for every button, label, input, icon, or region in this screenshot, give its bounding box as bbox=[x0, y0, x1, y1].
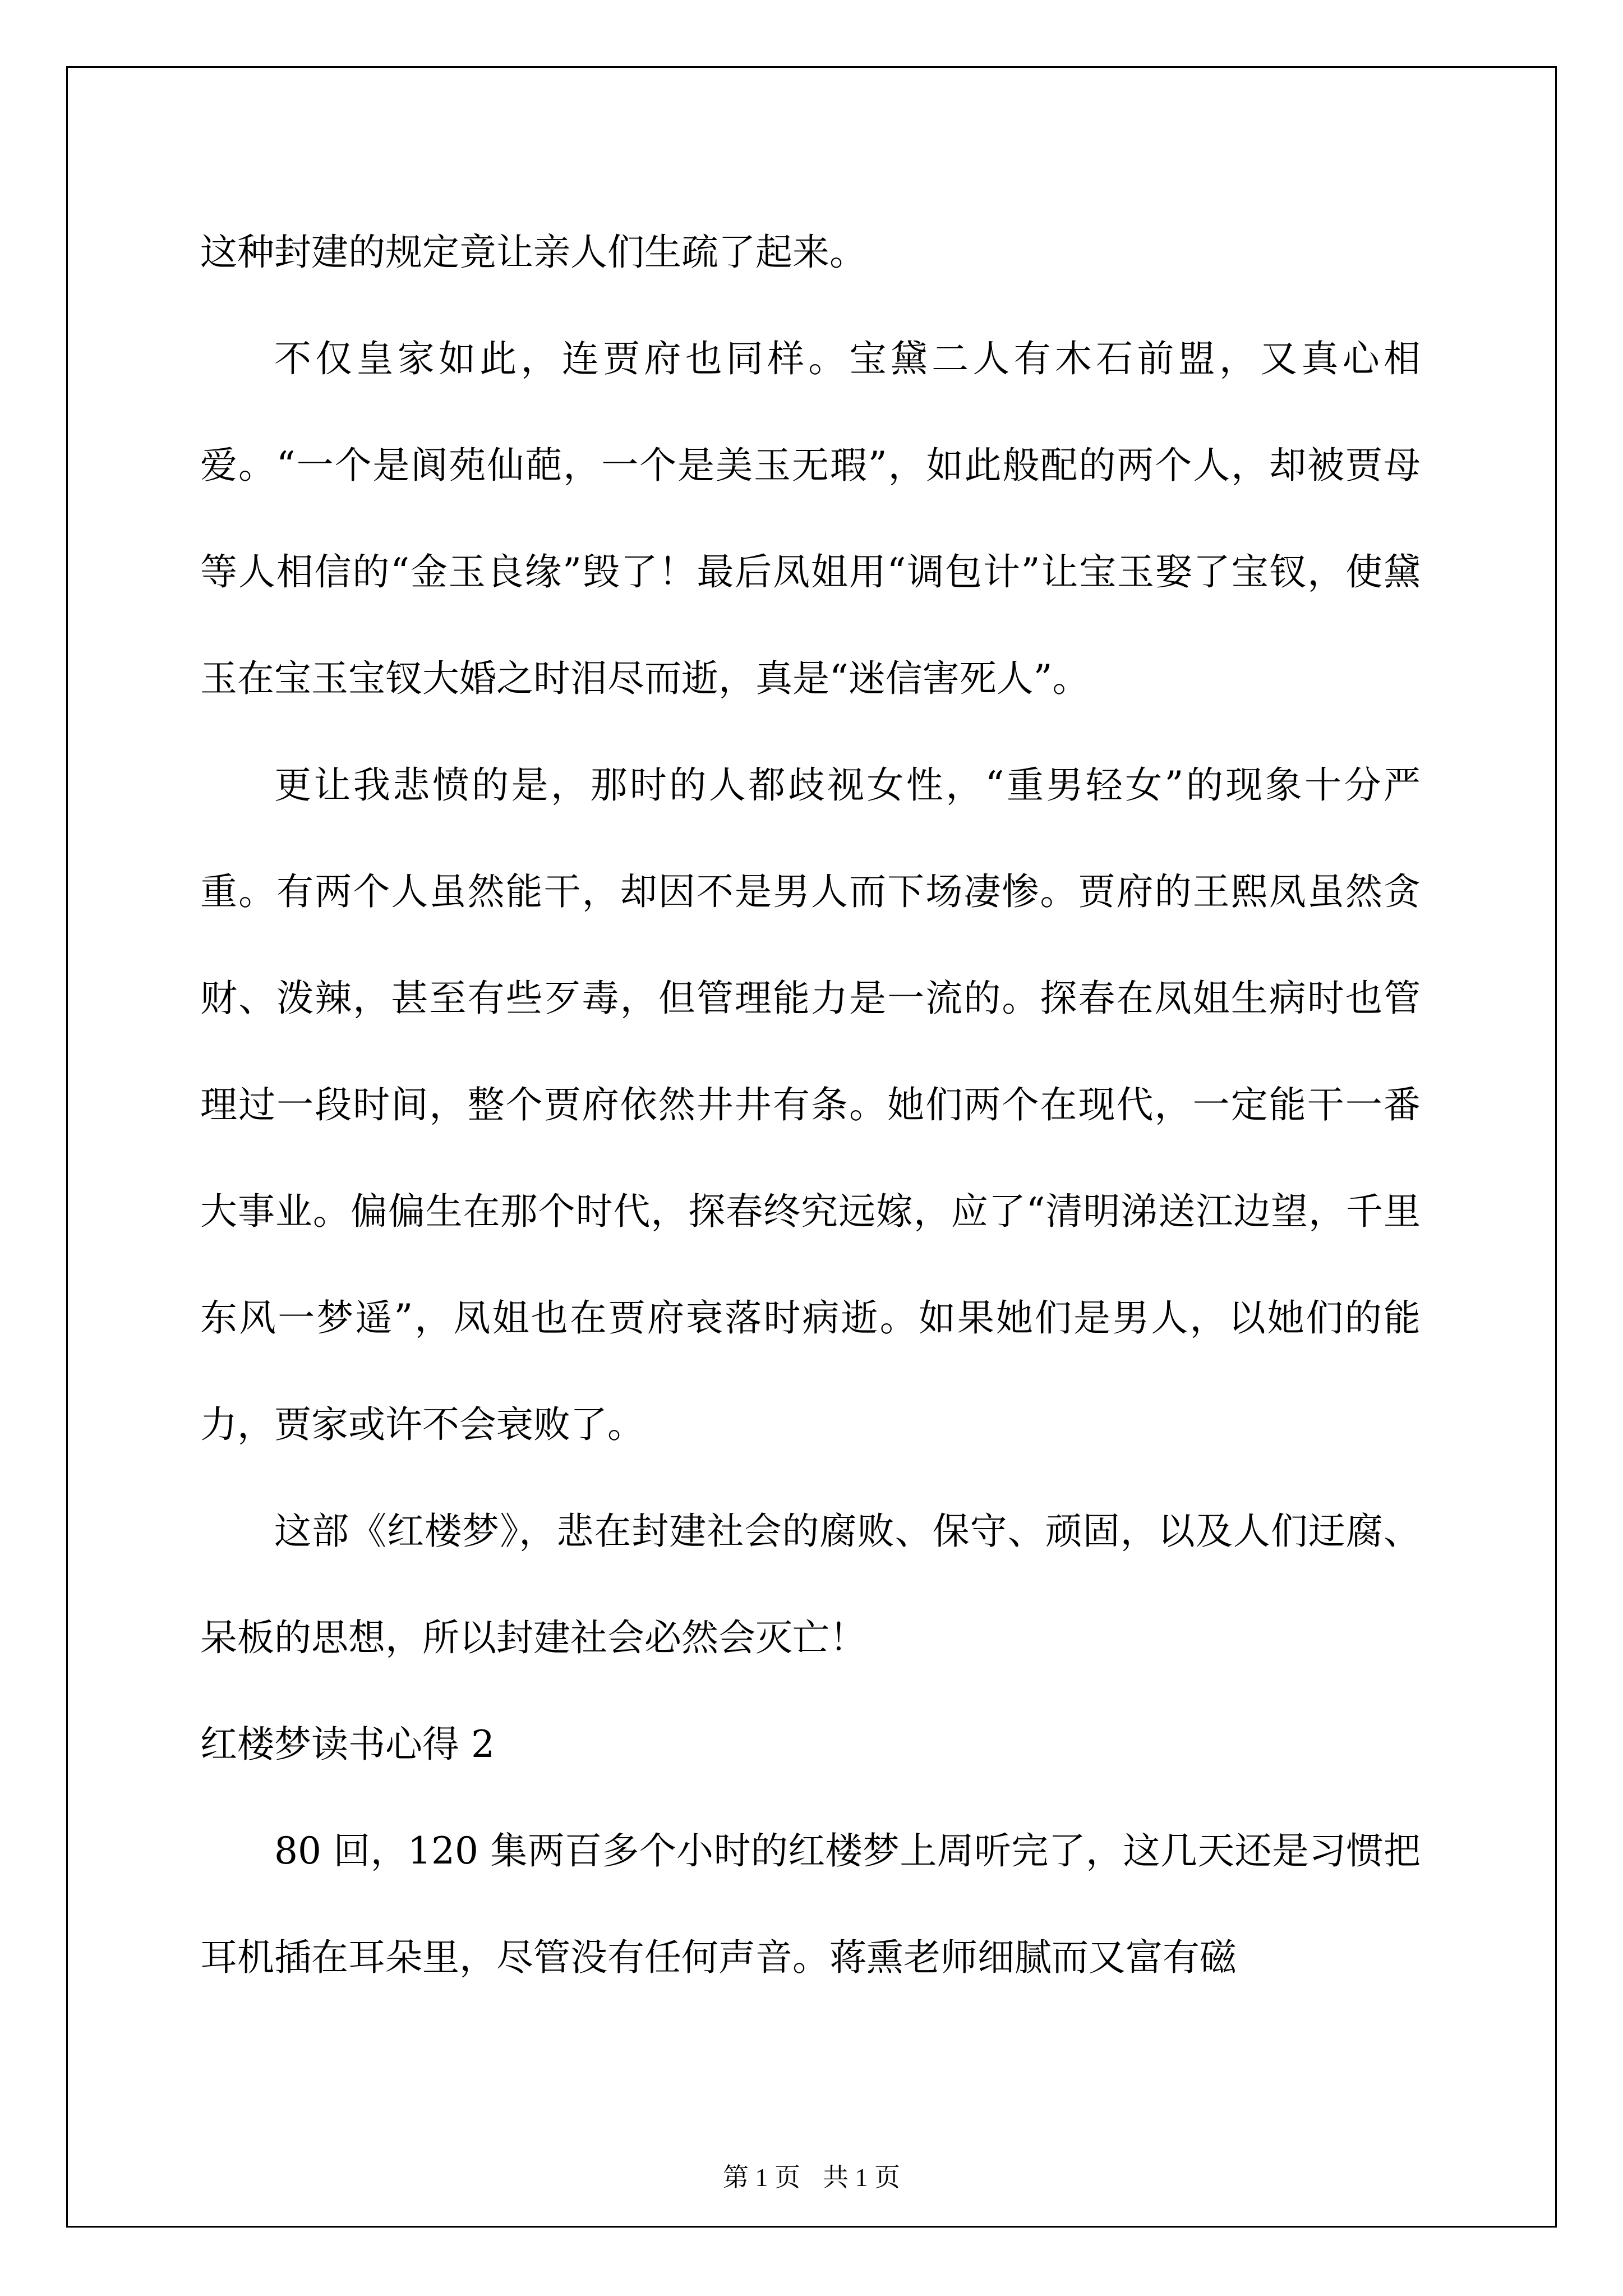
paragraph-5: 80 回，120 集两百多个小时的红楼梦上周听完了，这几天还是习惯把耳机插在耳朵里，尽管没有任何声音。蒋熏老师细腻而又富有磁 bbox=[200, 1829, 1421, 1979]
page-footer bbox=[0, 2161, 1623, 2194]
page-number: 第 1 页 bbox=[723, 2163, 800, 2192]
section-heading: 红楼梦读书心得 2 bbox=[200, 1723, 495, 1766]
paragraph-2: 不仅皇家如此，连贾府也同样。宝黛二人有木石前盟，又真心相爱。“一个是阆苑仙葩，一个是美玉无瑕”，如此般配的两个人，却被贾母等人相信的“金玉良缘”毁了！最后凤姐用“调包计”让宝玉娶了宝钗，使黛玉在宝玉宝钗大婚之时泪尽而逝，真是“迷信害死人”。 bbox=[200, 337, 1421, 700]
paragraph-1: 这种封建的规定竟让亲人们生疏了起来。 bbox=[200, 231, 866, 274]
page-total: 共 1 页 bbox=[823, 2163, 900, 2192]
document-body bbox=[200, 199, 1421, 2011]
paragraph-3: 更让我悲愤的是，那时的人都歧视女性，“重男轻女”的现象十分严重。有两个人虽然能干，却因不是男人而下场凄惨。贾府的王熙凤虽然贪财、泼辣，甚至有些歹毒，但管理能力是一流的。探春在凤姐生病时也管理过一段时间，整个贾府依然井井有条。她们两个在现代，一定能干一番大事业。偏偏生在那个时代，探春终究远嫁，应了“清明涕送江边望，千里东风一梦遥”，凤姐也在贾府衰落时病逝。如果她们是男人，以她们的能力，贾家或许不会衰败了。 bbox=[200, 763, 1421, 1446]
paragraph-4: 这部《红楼梦》，悲在封建社会的腐败、保守、顽固，以及人们迂腐、呆板的思想，所以封建社会必然会灭亡！ bbox=[200, 1510, 1421, 1659]
